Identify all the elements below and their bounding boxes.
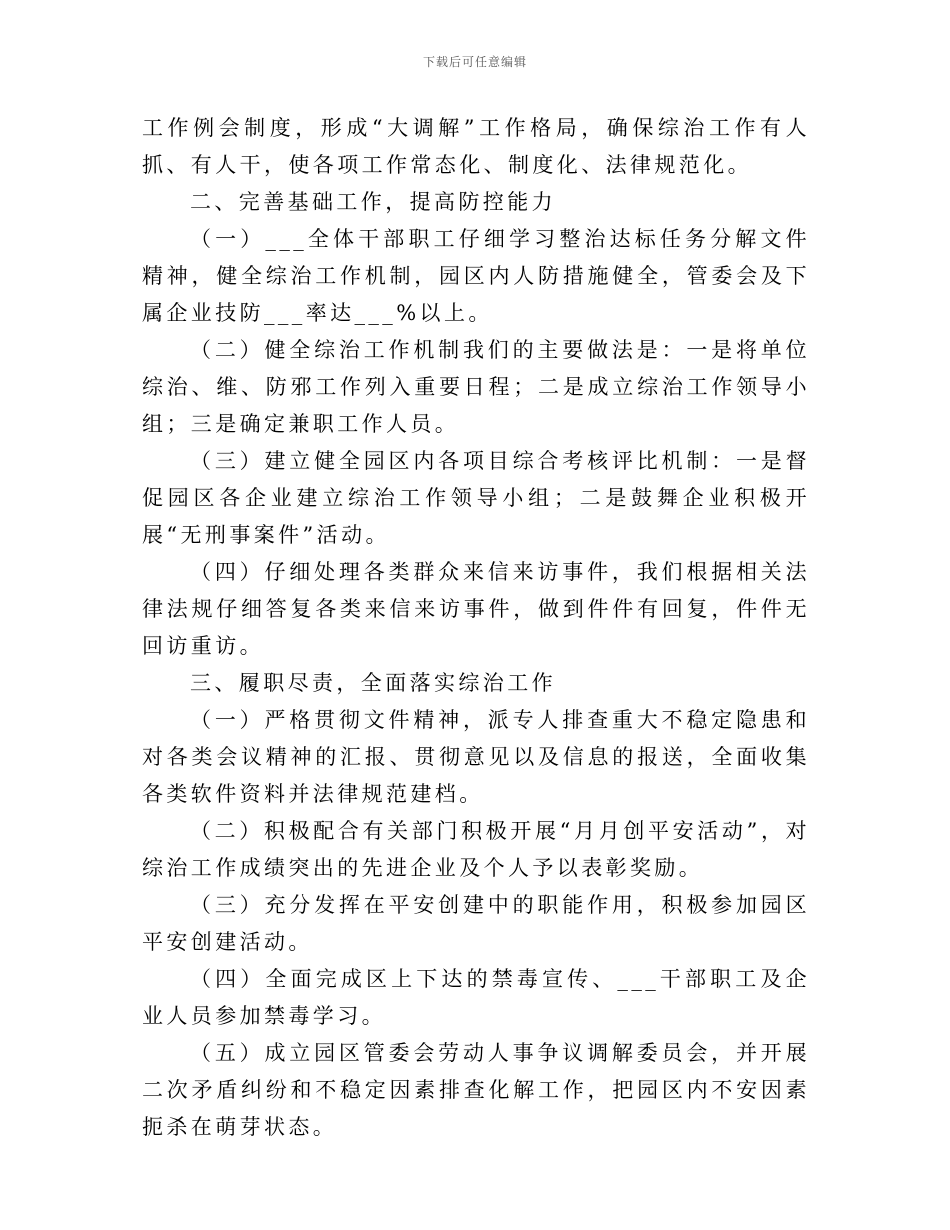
list-item: （四）全面完成区上下达的禁毒宣传、___干部职工及企业人员参加禁毒学习。 [142,967,810,1028]
document-body [142,110,810,1146]
paragraph-continuation: 工作例会制度，形成“大调解”工作格局，确保综治工作有人抓、有人干，使各项工作常态化、制度化、法律规范化。 [142,116,810,177]
section-heading-2: 二、完善基础工作，提高防控能力 [190,190,556,214]
list-item: （二）健全综治工作机制我们的主要做法是：一是将单位综治、维、防邪工作列入重要日程；二是成立综治工作领导小组；三是确定兼职工作人员。 [142,338,810,436]
list-item: （五）成立园区管委会劳动人事争议调解委员会，并开展二次矛盾纠纷和不稳定因素排查化解工作，把园区内不安因素扼杀在萌芽状态。 [142,1041,810,1139]
list-item: （三）建立健全园区内各项目综合考核评比机制：一是督促园区各企业建立综治工作领导小组；二是鼓舞企业积极开展“无刑事案件”活动。 [142,449,810,547]
page-header: 下载后可任意编辑 [422,55,527,69]
section-heading-3: 三、履职尽责，全面落实综治工作 [190,671,556,695]
list-item: （二）积极配合有关部门积极开展“月月创平安活动”，对综治工作成绩突出的先进企业及个人予以表彰奖励。 [142,819,810,880]
list-item: （一）严格贯彻文件精神，派专人排查重大不稳定隐患和对各类会议精神的汇报、贯彻意见以及信息的报送，全面收集各类软件资料并法律规范建档。 [142,708,810,806]
list-item: （三）充分发挥在平安创建中的职能作用，积极参加园区平安创建活动。 [142,893,810,954]
list-item: （四）仔细处理各类群众来信来访事件，我们根据相关法律法规仔细答复各类来信来访事件，做到件件有回复，件件无回访重访。 [142,560,810,658]
list-item: （一）___全体干部职工仔细学习整治达标任务分解文件精神，健全综治工作机制，园区内人防措施健全，管委会及下属企业技防___率达___%以上。 [142,227,810,325]
